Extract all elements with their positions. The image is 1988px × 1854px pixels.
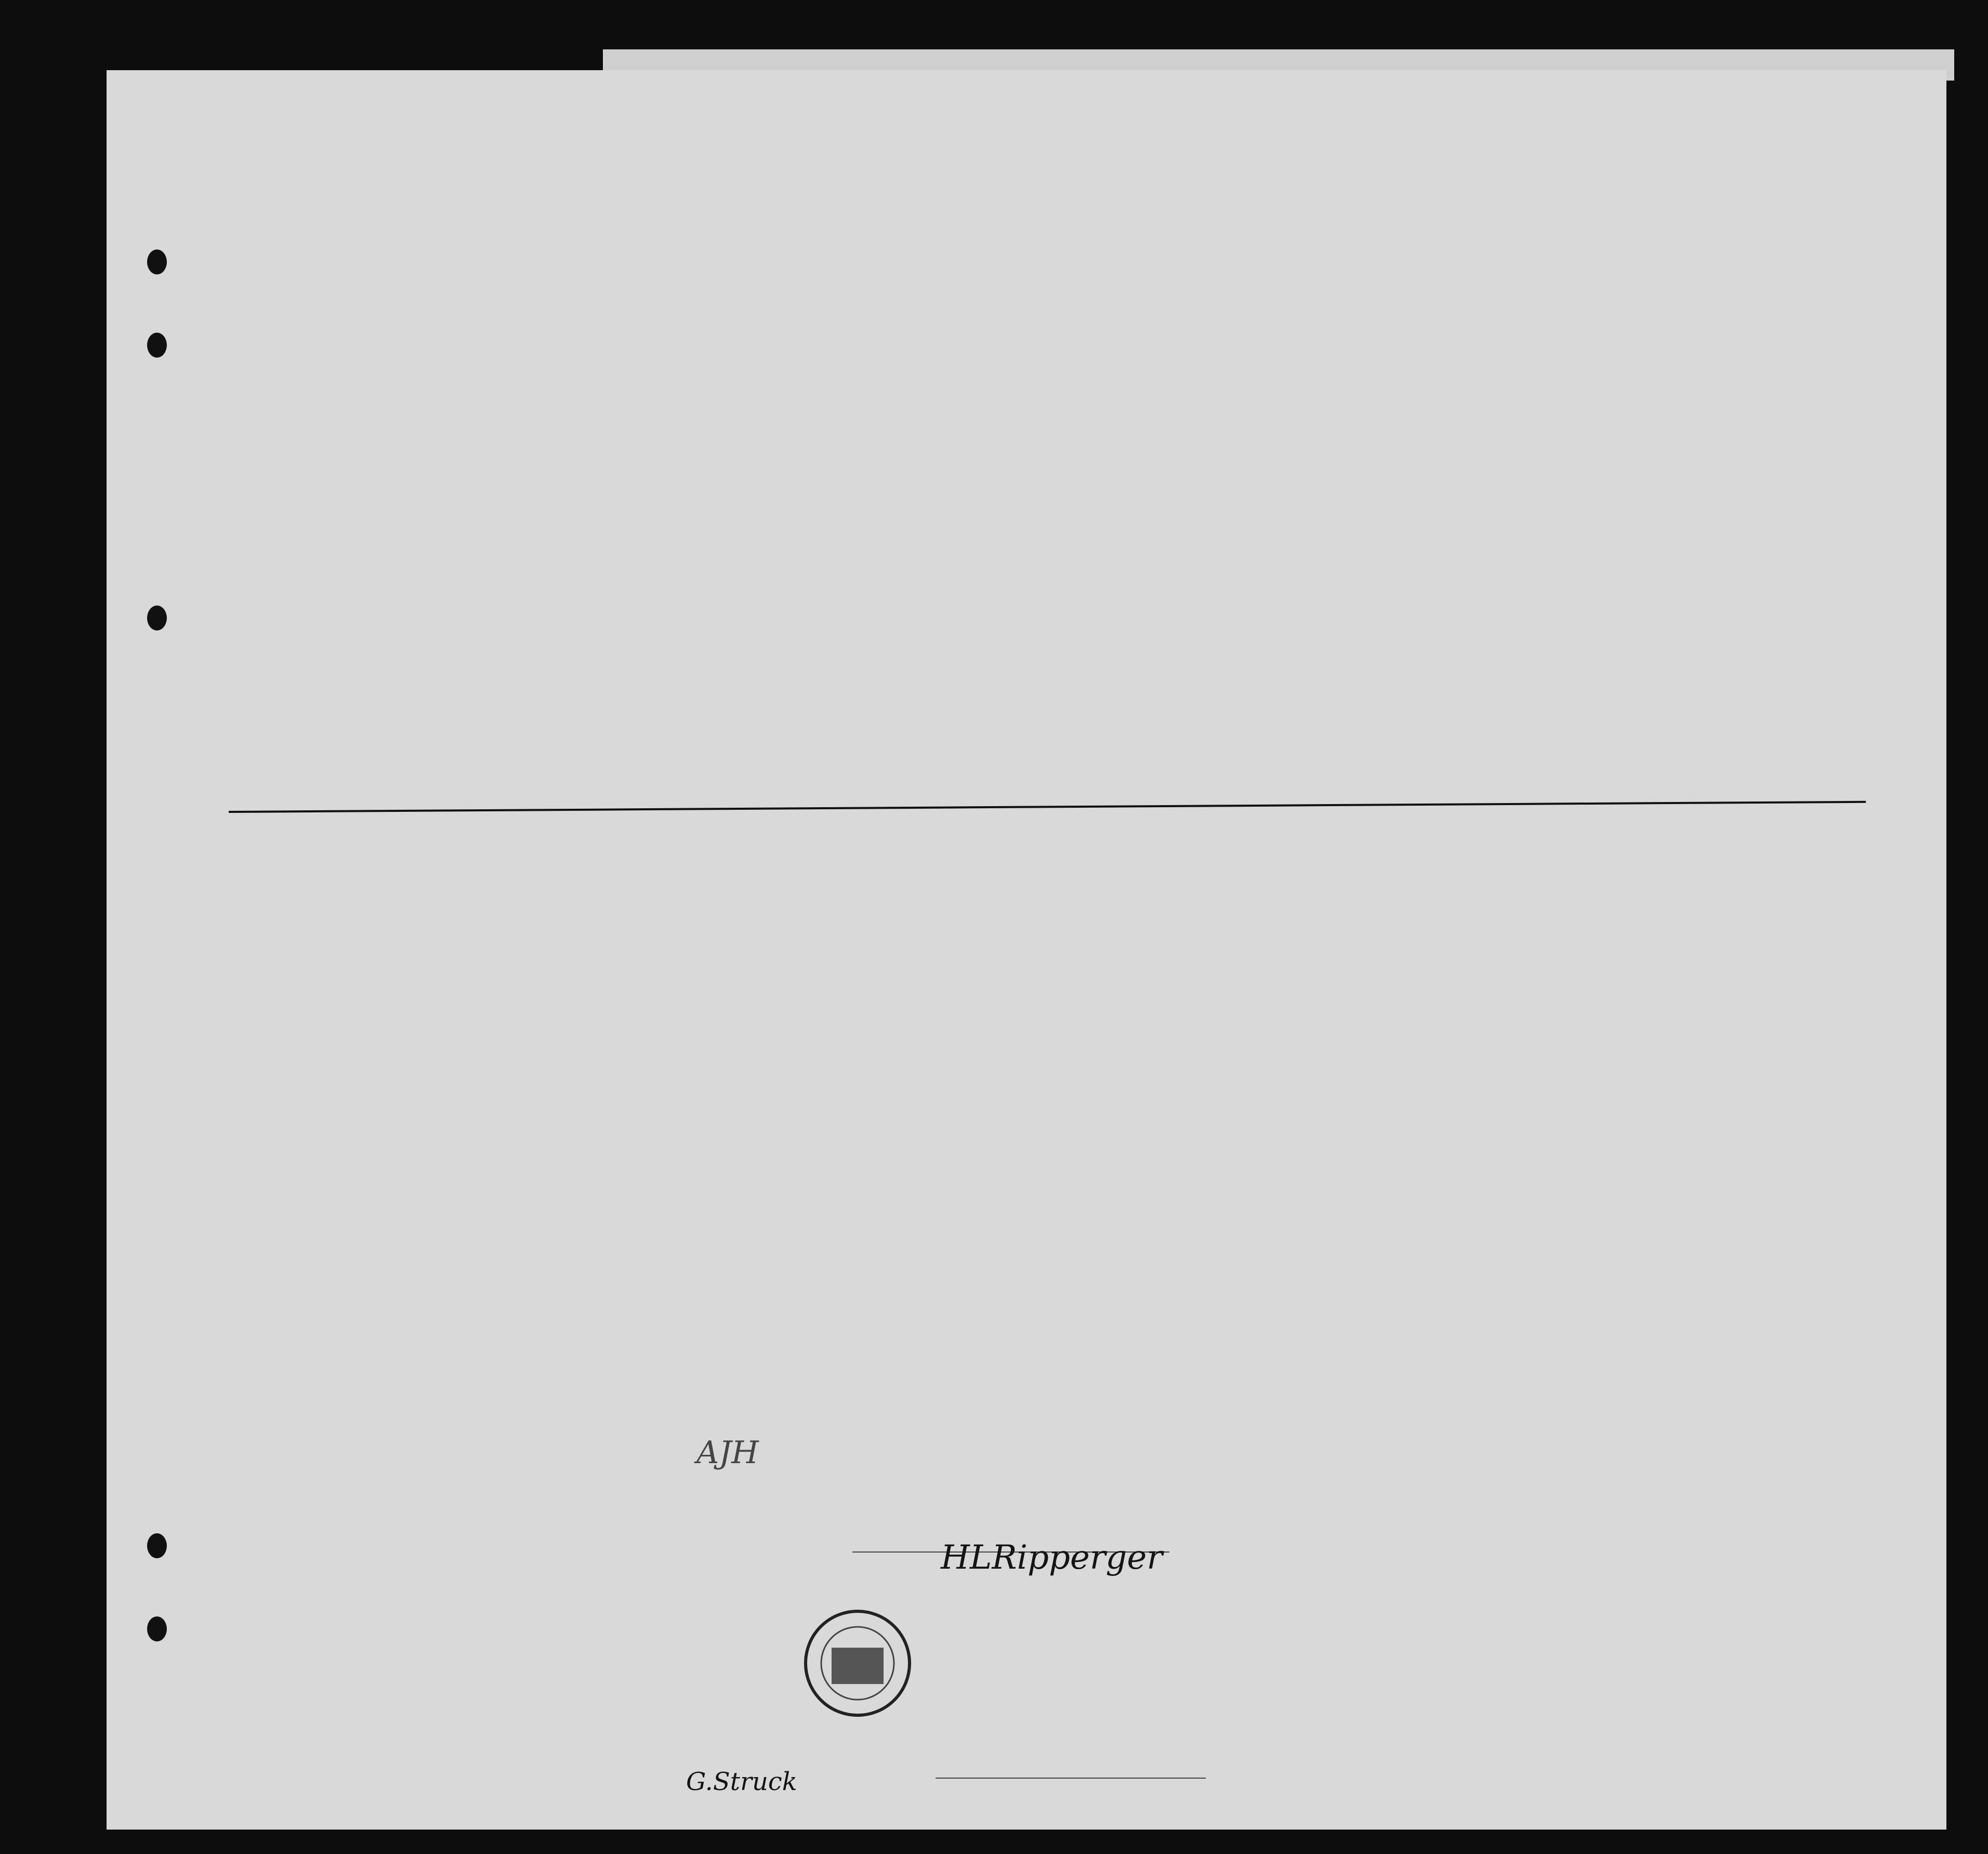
- vice-consul-signature: HLRipperger: [941, 1539, 1163, 1577]
- punch-hole: [147, 249, 167, 274]
- consulate-seal-icon: [780, 1601, 936, 1726]
- purser-signature: G.Struck: [686, 1767, 797, 1796]
- punch-hole: [147, 1616, 167, 1641]
- punch-hole: [147, 1533, 167, 1558]
- initials-signature: AJH: [696, 1435, 759, 1471]
- punch-hole: [147, 606, 167, 630]
- punch-hole: [147, 333, 167, 358]
- inspector-line: [936, 1778, 1206, 1779]
